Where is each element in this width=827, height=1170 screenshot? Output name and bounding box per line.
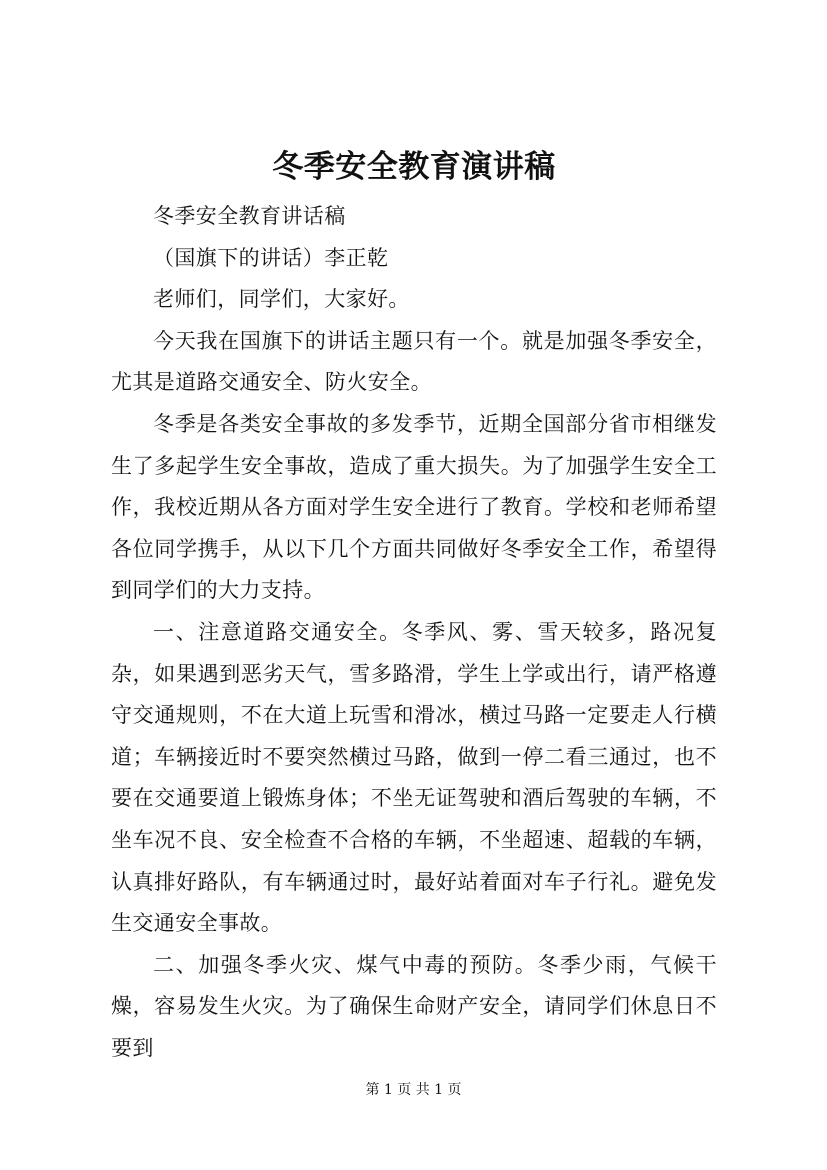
page-footer: 第 1 页 共 1 页 [365,1082,462,1098]
paragraph-background: 冬季是各类安全事故的多发季节，近期全国部分省市相继发生了多起学生安全事故，造成了重大损失。为了加强学生安全工作，我校近期从各方面对学生安全进行了教育。学校和老师希望各位同学携手，从以下几个方面共同做好冬季安全工作，希望得到同学们的大力支持。 [111,411,717,603]
paragraph-fire-prevention: 二、加强冬季火灾、煤气中毒的预防。冬季少雨，气候干燥，容易发生火灾。为了确保生命财产安全，请同学们休息日不要到 [111,952,717,1060]
paragraph-traffic-safety: 一、注意道路交通安全。冬季风、雾、雪天较多，路况复杂，如果遇到恶劣天气，雪多路滑，学生上学或出行，请严格遵守交通规则，不在大道上玩雪和滑冰，横过马路一定要走人行横道；车辆接近时不要突然横过马路，做到一停二看三通过，也不要在交通要道上锻炼身体；不坐无证驾驶和酒后驾驶的车辆，不坐车况不良、安全检查不合格的车辆，不坐超速、超载的车辆，认真排好路队，有车辆通过时，最好站着面对车子行礼。避免发生交通安全事故。 [111,619,717,936]
document-title: 冬季安全教育演讲稿 [272,149,556,185]
paragraph-subtitle: 冬季安全教育讲话稿 [153,204,346,228]
paragraph-greeting: 老师们，同学们，大家好。 [153,287,410,312]
document-body [111,196,717,1069]
paragraph-topic: 今天我在国旗下的讲话主题只有一个。就是加强冬季安全，尤其是道路交通安全、防火安全。 [111,328,717,395]
paragraph-speaker: （国旗下的讲话）李正乾 [153,245,389,270]
